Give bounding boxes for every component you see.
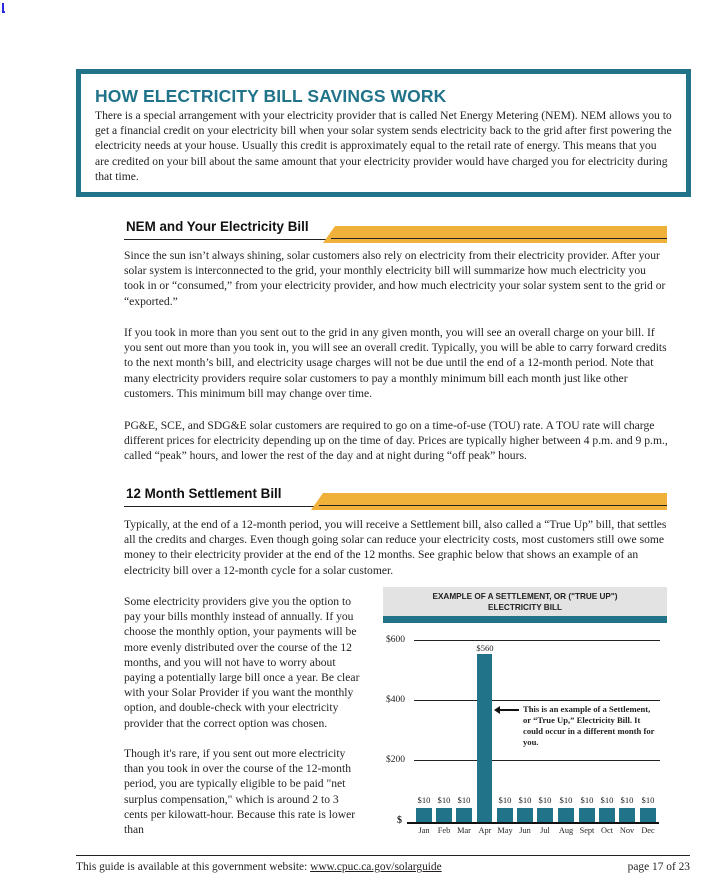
footer-divider xyxy=(76,855,690,856)
bar-sept xyxy=(579,808,595,822)
intro-text: There is a special arrangement with your electricity provider that is called Net Energy Metering (NEM). NEM allows you to get a financial credit on your electricity bill when your solar system sends electricity back to the grid after first powering the electricity needs at your house. Usually this credit is approximately equal to the retail rate of energy. This means that you are credited on your bill about the same amount that your electricity provider would have charged you for electricity during that time. xyxy=(95,109,672,183)
paragraph: Typically, at the end of a 12-month period, you will receive a Settlement bill, also called a “True Up” bill, that settles all the credits and charges. Even though going solar can reduce your electricity costs, most customers still owe some money to their electricity provider at the end of the 12 months. See graphic below that shows an example of an electricity bill over a 12-month cycle for a solar customer. xyxy=(124,518,667,577)
chart-title-line1: EXAMPLE OF A SETTLEMENT, OR ("TRUE UP") xyxy=(432,592,618,601)
section-heading-label: 12 Month Settlement Bill xyxy=(126,486,282,501)
gridline-400 xyxy=(414,700,660,701)
bar-value: $10 xyxy=(457,795,471,805)
month-label: Oct xyxy=(601,826,613,835)
bar-value: $10 xyxy=(580,795,594,805)
corner-mark xyxy=(2,3,5,13)
bar-jun xyxy=(517,808,533,822)
month-label: Nov xyxy=(619,826,635,835)
bar-value: $10 xyxy=(437,795,451,805)
bar-oct xyxy=(599,808,615,822)
footer-note xyxy=(76,861,442,873)
bar-value: $560 xyxy=(476,643,494,653)
y-axis-symbol: $ xyxy=(397,815,402,826)
paragraph: PG&E, SCE, and SDG&E solar customers are required to go on a time-of-use (TOU) rate. A TOU rate will charge different prices for electricity depending up on the time of day. Prices are typically higher between 4 p.m. and 9 p.m., called “peak” hours, and lower the rest of the day and at night during “off peak” hours. xyxy=(124,419,668,463)
bar-apr xyxy=(477,654,492,822)
bar-value: $10 xyxy=(559,795,573,805)
footer-text: This guide is available at this government website: xyxy=(76,861,311,873)
x-axis-line xyxy=(407,822,659,824)
bar-value: $10 xyxy=(538,795,552,805)
month-label: Jun xyxy=(519,826,531,835)
bar-feb xyxy=(436,808,452,822)
intro-title: HOW ELECTRICITY BILL SAVINGS WORK xyxy=(95,86,447,106)
chart-title xyxy=(383,587,667,616)
bar-value: $10 xyxy=(498,795,512,805)
month-label: Feb xyxy=(437,826,451,835)
bar-nov xyxy=(619,808,635,822)
page-number: page 17 of 23 xyxy=(627,861,690,873)
heading-accent-bar xyxy=(323,226,667,243)
bar-jul xyxy=(537,808,553,822)
true-up-bill-chart xyxy=(383,587,667,837)
heading-accent-bar xyxy=(311,493,667,510)
chart-title-line2: ELECTRICITY BILL xyxy=(488,603,562,612)
gridline-600 xyxy=(414,640,660,641)
month-label: Mar xyxy=(457,826,471,835)
y-tick-400: $400 xyxy=(386,695,405,705)
chart-annotation: This is an example of a Settlement, or “True Up,” Electricity Bill. It could occur in a different month for you. xyxy=(523,704,655,747)
gridline-200 xyxy=(414,760,660,761)
arrow-left-icon xyxy=(499,709,519,711)
bar-dec xyxy=(640,808,656,822)
bar-may xyxy=(497,808,513,822)
bar-value: $10 xyxy=(600,795,614,805)
month-label: Sept xyxy=(579,826,595,835)
paragraph: If you took in more than you sent out to the grid in any given month, you will see an overall charge on your bill. If you sent out more than you took in, you will see an overall credit. Typically, you will be able to carry forward credits to the next month’s bill, and electricity usage charges will not be due until the end of a 12-month period. Note that many electricity providers require solar customers to pay a monthly minimum bill each month just like other customers. This minimum bill may change over time. xyxy=(124,326,667,400)
bar-mar xyxy=(456,808,472,822)
bar-jan xyxy=(416,808,432,822)
chart-header-stripe xyxy=(383,616,667,623)
bar-value: $10 xyxy=(620,795,634,805)
section-heading-label: NEM and Your Electricity Bill xyxy=(126,219,309,234)
section-heading-nem xyxy=(124,216,667,240)
paragraph: Some electricity providers give you the option to pay your bills monthly instead of annually. If you choose the monthly option, your payments will be more evenly distributed over the course of the 12 months, and you will not have to worry about paying a potentially large bill once a year. Be clear with your Solar Provider if you want the monthly option, and double-check with your electricity provider that the correct option was chosen. xyxy=(124,595,360,730)
month-label: Dec xyxy=(641,826,655,835)
heading-accent-line xyxy=(331,238,667,240)
y-tick-600: $600 xyxy=(386,635,405,645)
y-tick-200: $200 xyxy=(386,755,405,765)
footer-website-link[interactable]: www.cpuc.ca.gov/solarguide xyxy=(310,861,442,873)
month-label: May xyxy=(497,826,513,835)
month-label: Jul xyxy=(540,826,550,835)
bar-value: $10 xyxy=(518,795,532,805)
heading-accent-line xyxy=(319,505,667,507)
bar-aug xyxy=(558,808,574,822)
intro-callout-box xyxy=(76,69,691,197)
bar-value: $10 xyxy=(641,795,655,805)
paragraph: Though it's rare, if you sent out more electricity than you took in over the course of the 12-month period, you are typically eligible to be paid "net surplus compensation," which is around 2 to 3 cents per kilowatt-hour. Because this rate is lower than xyxy=(124,747,356,837)
month-label: Apr xyxy=(478,826,492,835)
paragraph: Since the sun isn’t always shining, solar customers also rely on electricity from their electricity provider. After your solar system is interconnected to the grid, your monthly electricity bill will summarize how much electricity you took in or “consumed,” from your electricity provider, and how much electricity your solar system sent to the grid or “exported.” xyxy=(124,249,666,308)
bar-value: $10 xyxy=(417,795,431,805)
month-label: Jan xyxy=(418,826,430,835)
section-heading-settlement xyxy=(124,483,667,507)
month-label: Aug xyxy=(558,826,574,835)
